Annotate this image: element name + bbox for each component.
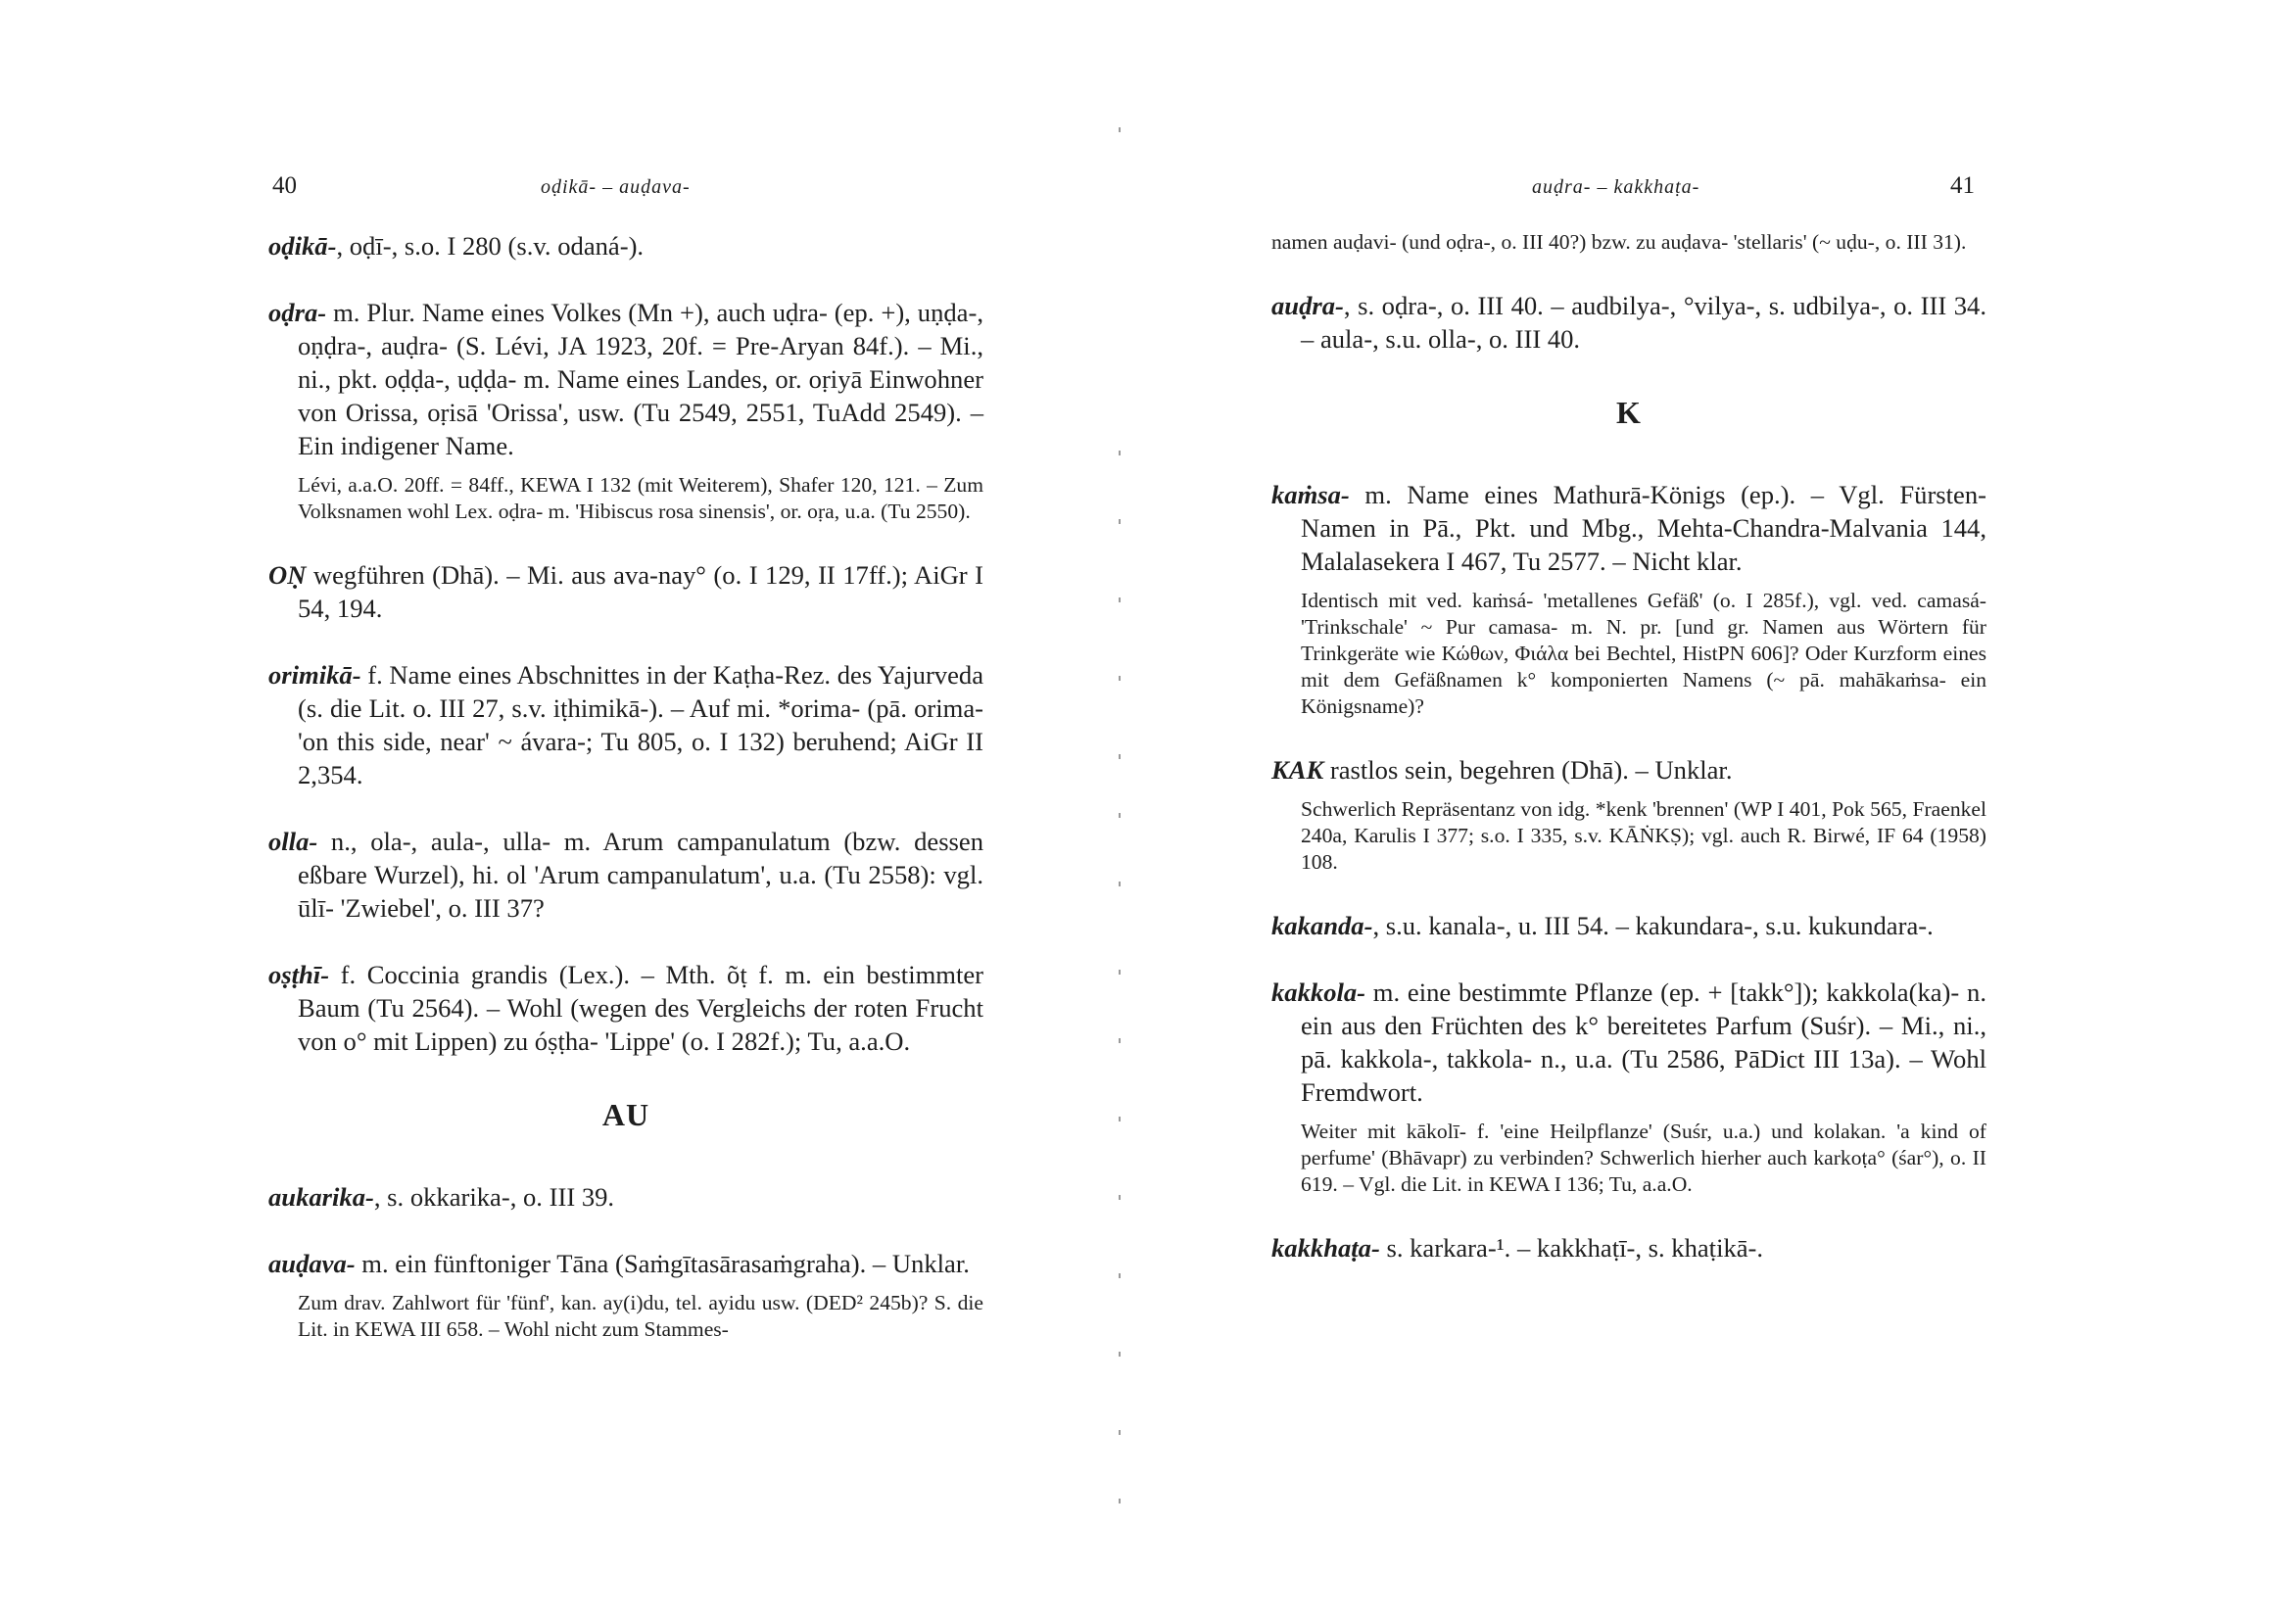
headword: kaṁsa- [1271,480,1350,509]
entry-text: f. Name eines Abschnittes in der Kaṭha-Rez. des Yajurveda (s. die Lit. o. III 27, s.v. iṭhimikā-). – Auf mi. *orima- (pā. orima- 'on this side, near' ~ ávara-; Tu 805, o. I 132) beruhend; AiGr II 2,354. [298,660,983,789]
entry-text: , s. okkarika-, o. III 39. [373,1182,615,1212]
entry-text: s. karkara-¹. – kakkhaṭī-, s. khaṭikā-. [1379,1233,1764,1263]
headword: kakkola- [1271,978,1366,1007]
entry-text: f. Coccinia grandis (Lex.). – Mth. õṭ f. m. ein bestimmter Baum (Tu 2564). – Wohl (wegen des Vergleichs der roten Frucht von o° mit Lippen) zu óṣṭha- 'Lippe' (o. I 282f.); Tu, a.a.O. [298,960,983,1056]
page-number: 41 [1950,172,1975,199]
headword: auḍava- [268,1249,356,1278]
headword: kakkhaṭa- [1271,1233,1380,1263]
dictionary-entry [268,296,983,462]
section-heading: AU [601,1097,650,1132]
dictionary-entry [1271,909,1986,942]
entry-note: Weiter mit kākolī- f. 'eine Heilpflanze' (Suśr, u.a.) und kolakan. 'a kind of perfume' (Bhāvapr) zu verbinden? Schwerlich hierher auch karkoṭa° (śar°), o. II 619. – Vgl. die Lit. in KEWA I 136; Tu, a.a.O. [1301,1120,1986,1196]
entry-text: , s.u. kanala-, u. III 54. – kakundara-, s.u. kukundara-. [1372,911,1934,940]
right-page-header [1271,172,1986,212]
dictionary-entry [1271,753,1986,787]
dictionary-entry [268,825,983,925]
entry-note: Schwerlich Repräsentanz von idg. *kenk 'brennen' (WP I 401, Pok 565, Fraenkel 240a, Karulis I 377; s.o. I 335, s.v. KĀṄKṢ); vgl. auch R. Birwé, IF 64 (1958) 108. [1301,797,1986,874]
dictionary-entry [1271,1231,1986,1264]
dictionary-entry [268,558,983,625]
entry-text: wegführen (Dhā). – Mi. aus ava-nay° (o. I 129, II 17ff.); AiGr I 54, 194. [298,560,983,623]
headword: auḍra- [1271,291,1344,320]
headword: olla- [268,827,318,856]
entry-note: Identisch mit ved. kaṁsá- 'metallenes Gefäß' (o. I 285f.), vgl. ved. camasá- 'Trinkschale' ~ Pur camasa- m. N. pr. [und gr. Namen aus Wörtern für Trinkgeräte wie Κώθων, Φιάλα bei Bechtel, HistPN 606]? Oder Kurzform eines mit dem Gefäßnamen k° komponierten Namens (~ pā. mahākaṁsa- ein Königsname)? [1301,589,1986,718]
gutter-margin [1118,127,1122,1518]
headword: oṣṭhī- [268,960,330,989]
page-number: 40 [272,172,297,199]
dictionary-entry [268,958,983,1058]
dictionary-entry [1271,478,1986,578]
running-title: auḍra- – kakkhaṭa- [1532,176,1700,198]
headword: oḍikā- [268,231,337,261]
left-page [268,0,983,1622]
headword: OṆ [268,560,307,590]
continued-note: namen auḍavi- (und oḍra-, o. III 40?) bzw. zu auḍava- 'stellaris' (~ uḍu-, o. III 31). [1271,230,1967,254]
entry-text: m. eine bestimmte Pflanze (ep. + [takk°]); kakkola(ka)- n. ein aus den Früchten des k° bereitetes Parfum (Suśr). – Mi., ni., pā. kakkola-, takkola- n., u.a. (Tu 2586, PāDict III 13a). – Wohl Fremdwort. [1301,978,1986,1107]
left-column [268,229,983,1376]
entry-note: Lévi, a.a.O. 20ff. = 84ff., KEWA I 132 (mit Weiterem), Shafer 120, 121. – Zum Volksnamen wohl Lex. oḍra- m. 'Hibiscus rosa sinensis', or. oṛa, u.a. (Tu 2550). [298,473,983,523]
headword: orimikā- [268,660,361,690]
entry-text: , s. oḍra-, o. III 40. – audbilya-, °vilya-, s. udbilya-, o. III 34. – aula-, s.u. olla-, o. III 40. [1301,291,1986,354]
dictionary-entry [268,1247,983,1280]
entry-text: n., ola-, aula-, ulla- m. Arum campanulatum (bzw. dessen eßbare Wurzel), hi. ol 'Arum campanulatum', u.a. (Tu 2558): vgl. ūlī- 'Zwiebel', o. III 37? [298,827,983,923]
headword: aukarika- [268,1182,374,1212]
left-page-header [268,172,983,212]
dictionary-entry [268,658,983,791]
dictionary-entry [268,1180,983,1214]
running-title: oḍikā- – auḍava- [541,176,691,198]
dictionary-entry [1271,289,1986,356]
right-page [1271,0,1986,1622]
headword: oḍra- [268,298,327,327]
entry-text: rastlos sein, begehren (Dhā). – Unklar. [1323,755,1733,785]
headword: kakanda- [1271,911,1373,940]
dictionary-entry [1271,976,1986,1109]
entry-text: m. Plur. Name eines Volkes (Mn +), auch uḍra- (ep. +), uṇḍa-, oṇḍra-, auḍra- (S. Lévi, JA 1923, 20f. = Pre-Aryan 84f.). – Mi., ni., pkt. oḍḍa-, uḍḍa- m. Name eines Landes, or. oṛiyā Einwohner von Orissa, oṛisā 'Orissa', usw. (Tu 2549, 2551, TuAdd 2549). – Ein indigener Name. [298,298,983,460]
right-column [1271,229,1986,1298]
headword: KAK [1271,755,1324,785]
section-heading: K [1616,395,1642,430]
entry-note: Zum drav. Zahlwort für 'fünf', kan. ay(i)du, tel. ayidu usw. (DED² 245b)? S. die Lit. in KEWA III 658. – Wohl nicht zum Stammes- [298,1291,983,1341]
entry-text: m. Name eines Mathurā-Königs (ep.). – Vgl. Fürsten-Namen in Pā., Pkt. und Mbg., Mehta-Chandra-Malvania 144, Malalasekera I 467, Tu 2577. – Nicht klar. [1301,480,1986,576]
dictionary-entry [268,229,983,262]
entry-text: , oḍī-, s.o. I 280 (s.v. odaná-). [336,231,645,261]
entry-text: m. ein fünftoniger Tāna (Saṁgītasārasaṁgraha). – Unklar. [355,1249,970,1278]
